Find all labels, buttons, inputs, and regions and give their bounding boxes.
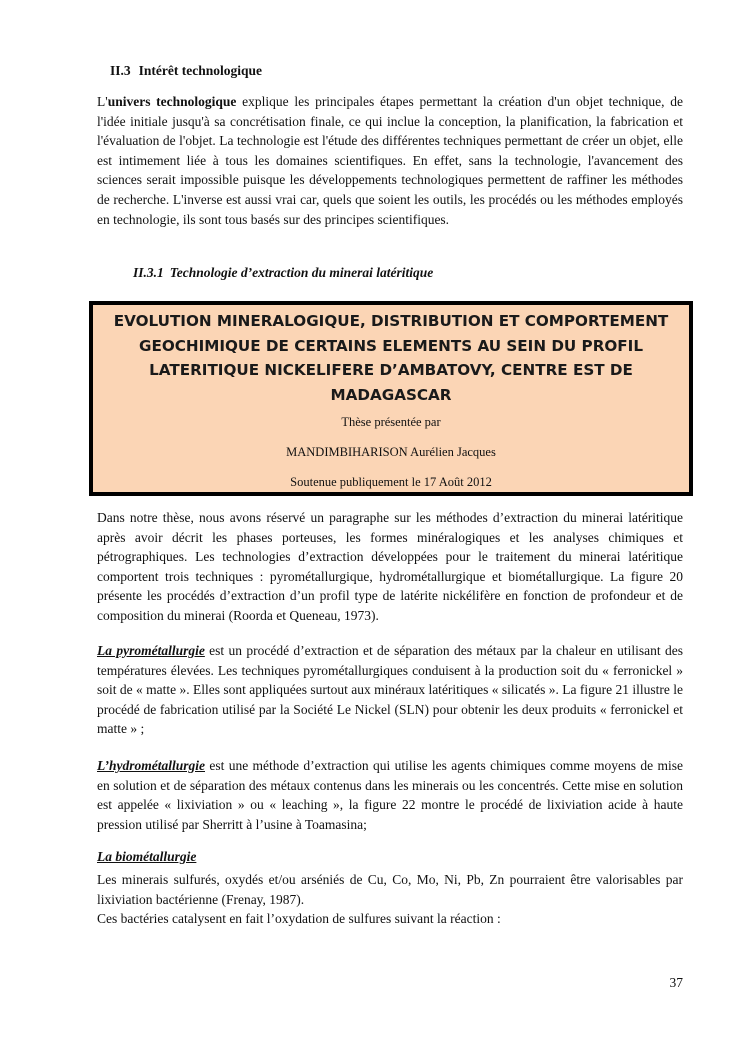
section-title: Intérêt technologique: [138, 63, 262, 78]
hydrometallurgy-paragraph: [97, 756, 683, 834]
subsection-title: Technologie d’extraction du minerai latéritique: [169, 265, 434, 280]
hydrometallurgy-term: L’hydrométallurgie: [97, 758, 205, 773]
pyrometallurgy-paragraph: [97, 641, 683, 739]
subsection-heading: [133, 265, 433, 281]
intro-lead: L': [97, 94, 108, 109]
section-heading: [110, 63, 262, 79]
thesis-presented-by: Thèse présentée par: [341, 415, 441, 429]
section-number: II.3: [110, 63, 131, 78]
thesis-info-box: [89, 301, 693, 496]
biometallurgy-paragraph: [97, 870, 683, 929]
intro-text: explique les principales étapes permettant la création d'un objet technique, de l'idée initiale jusqu'à sa concrétisation finale, ce qui inclue la conception, la planification, la fabrication et l'évaluation de l'objet. La technologie est l'étude des différentes techniques permettant de créer un objet, elle est intimement liée à tous les domaines scientifiques. En effet, sans la technologie, l'avancement des sciences serait impossible puisque les développements technologiques permettent de raffiner les méthodes de recherche. L'inverse est aussi vrai car, quels que soient les outils, les procédés ou les méthodes employés en technologie, ils sont tous basés sur des principes scientifiques.: [97, 94, 683, 227]
subsection-number: II.3.1: [133, 265, 164, 280]
biometallurgy-heading: La biométallurgie: [97, 849, 197, 864]
biometallurgy-text-1: Les minerais sulfurés, oxydés et/ou arséniés de Cu, Co, Mo, Ni, Pb, Zn pourraient être valorisables par lixiviation bactérienne (Frenay, 1987).: [97, 872, 683, 907]
page-number: 37: [669, 975, 683, 990]
biometallurgy-text-2: Ces bactéries catalysent en fait l’oxydation de sulfures suivant la réaction :: [97, 911, 501, 927]
intro-bold-term: univers technologique: [107, 94, 237, 109]
pyrometallurgy-term: La pyrométallurgie: [97, 643, 205, 658]
pyrometallurgy-text: est un procédé d’extraction et de séparation des métaux par la chaleur en utilisant des températures élevées. Les techniques pyrométallurgiques conduisent à la production soit du « ferronickel » soit de « matte ». Elles sont appliquées surtout aux minéraux latéritiques « silicatés ». La figure 21 illustre le procédé de fabrication utilisé par la Société Le Nickel (SLN) pour obtenir les deux produits « ferronickel et matte » ;: [97, 643, 683, 737]
thesis-author: MANDIMBIHARISON Aurélien Jacques: [286, 445, 496, 459]
intro-paragraph: [97, 92, 683, 229]
thesis-title: EVOLUTION MINERALOGIQUE, DISTRIBUTION ET COMPORTEMENT GEOCHIMIQUE DE CERTAINS ELEMENTS AU SEIN DU PROFIL LATERITIQUE NICKELIFERE D’AMBATOVY, CENTRE EST DE MADAGASCAR: [113, 312, 669, 404]
thesis-defense-date: Soutenue publiquement le 17 Août 2012: [290, 475, 492, 489]
hydrometallurgy-text: est une méthode d’extraction qui utilise les agents chimiques comme moyens de mise en solution et de séparation des métaux contenus dans les minerais ou les concentrés. Cette mise en solution est appelée « lixiviation » ou « leaching », la figure 22 montre le procédé de lixiviation acide à haute pression utilisé par Sherritt à l’usine à Toamasina;: [97, 758, 683, 832]
thesis-summary-paragraph: Dans notre thèse, nous avons réservé un paragraphe sur les méthodes d’extraction du minerai latéritique après avoir décrit les phases porteuses, les formes minéralogiques et les analyses chimiques et pétrographiques. Les technologies d’extraction développées pour le traitement du minerai latéritique comportent trois techniques : pyrométallurgique, hydrométallurgique et biométallurgique. La figure 20 présente les procédés d’extraction d’un profil type de latérite nickélifère en fonction de profondeur et de composition du minerai (Roorda et Queneau, 1973).: [97, 510, 683, 623]
